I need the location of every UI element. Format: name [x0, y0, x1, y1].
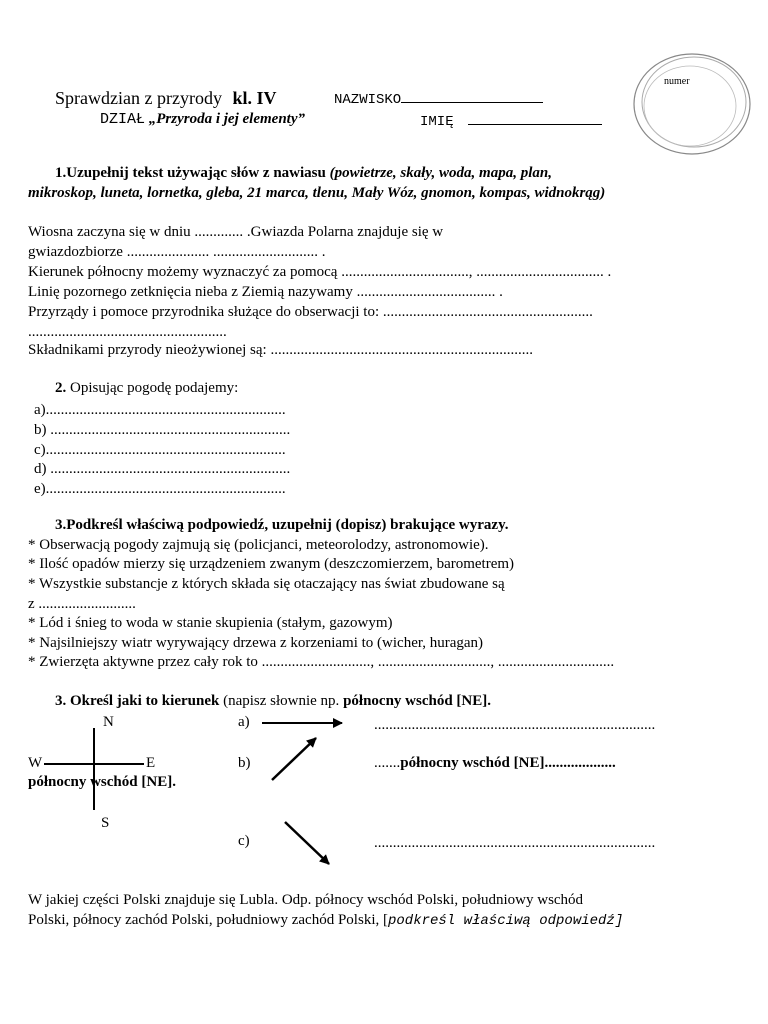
q1-line-1: Wiosna zaczyna się w dniu ............. .Gwiazda Polarna znajduje się w: [28, 224, 444, 240]
q1-words-1: (powietrze, skały, woda, mapa, plan,: [329, 165, 552, 181]
q2-item-e: e)................................................................: [34, 481, 286, 497]
class-label: kl. IV: [232, 88, 277, 108]
q1-title-text: 1.Uzupełnij tekst używając słów z nawiasu: [55, 165, 326, 181]
compass-w: W: [28, 755, 43, 771]
q4-item-a-label: a): [238, 714, 250, 730]
q3-line-2: * Ilość opadów mierzy się urządzeniem zwanym (deszczomierzem, barometrem): [28, 556, 515, 572]
name-label: IMIĘ: [420, 114, 454, 130]
q3-line-3: * Wszystkie substancje z których składa się otaczający nas świat zbudowane są: [28, 576, 505, 592]
q2-number: 2.: [55, 380, 67, 396]
q4-item-b-label: b): [238, 755, 251, 771]
q2-item-a: a)................................................................: [34, 402, 286, 418]
q4-item-b-prefix: .......: [374, 755, 401, 771]
section-value: „Przyroda i jej elementy”: [148, 111, 305, 127]
q3-line-6: * Najsilniejszy wiatr wyrywający drzewa z korzeniami to (wicher, huragan): [28, 635, 484, 651]
compass-n: N: [103, 714, 114, 730]
q5-line-2-text: Polski, północy zachód Polski, południowy zachód Polski, [: [28, 912, 388, 928]
title-text: Sprawdzian z przyrody: [55, 88, 222, 108]
q4-item-b-answer[interactable]: [374, 755, 616, 772]
q3-line-4: z ..........................: [28, 596, 136, 612]
q4-item-b-text: północny wschód [NE]: [400, 755, 545, 771]
q4-example: północny wschód [NE].: [343, 693, 492, 709]
compass-s: S: [101, 815, 110, 831]
q3-line-5: * Lód i śnieg to woda w stanie skupienia (stałym, gazowym): [28, 615, 393, 631]
q4-item-b-suffix: ...................: [544, 755, 616, 771]
q3-line-7: * Zwierzęta aktywne przez cały rok to ............................., .............................., ...............................: [28, 654, 615, 670]
section-label: DZIAŁ: [100, 111, 146, 128]
q4-item-c-label: c): [238, 833, 250, 849]
compass-e: E: [146, 755, 156, 771]
arrow-c: [285, 822, 329, 864]
q1-words-2: mikroskop, luneta, lornetka, gleba, 21 marca, tlenu, Mały Wóz, gnomon, kompas, widnokrąg): [28, 185, 606, 201]
q1-line-5: Przyrządy i pomoce przyrodnika służące do obserwacji to: ........................................................: [28, 304, 593, 320]
q2-item-c: c)................................................................: [34, 442, 286, 458]
q2-item-b: b) ................................................................: [34, 422, 291, 438]
surname-label: NAZWISKO: [334, 92, 402, 108]
q1-line-3: Kierunek północny możemy wyznaczyć za pomocą .................................., .................................. .: [28, 264, 612, 280]
arrow-b: [272, 738, 316, 780]
q4-title-text: 3. Określ jaki to kierunek: [55, 693, 220, 709]
q5-line-1: W jakiej części Polski znajduje się Lubla. Odp. północy wschód Polski, południowy wschód: [28, 892, 584, 908]
q2-item-d: d) ................................................................: [34, 461, 291, 477]
q1-line-7: Składnikami przyrody nieożywionej są: ......................................................................: [28, 342, 533, 358]
q4-instruction: (napisz słownie np.: [223, 693, 340, 709]
q4-item-c-answer[interactable]: ...........................................................................: [374, 835, 656, 851]
q4-item-a-answer[interactable]: ...........................................................................: [374, 717, 656, 733]
q1-line-4: Linię pozornego zetknięcia nieba z Ziemią nazywamy ..................................... .: [28, 284, 503, 300]
q1-line-2: gwiazdozbiorze ...................... ............................ .: [28, 244, 326, 260]
number-label: numer: [664, 76, 690, 87]
q4-example-repeat: północny wschód [NE].: [28, 774, 176, 790]
q5-hint: podkreśl właściwą odpowiedź]: [387, 913, 624, 929]
q3-title: 3.Podkreśl właściwą podpowiedź, uzupełnij (dopisz) brakujące wyrazy.: [55, 517, 509, 533]
q1-line-6: .....................................................: [28, 324, 227, 340]
q2-title-text: Opisując pogodę podajemy:: [70, 380, 239, 396]
q3-line-1: * Obserwacją pogody zajmują się (policjanci, meteorolodzy, astronomowie).: [28, 537, 489, 553]
q5-line-2: [28, 912, 623, 929]
